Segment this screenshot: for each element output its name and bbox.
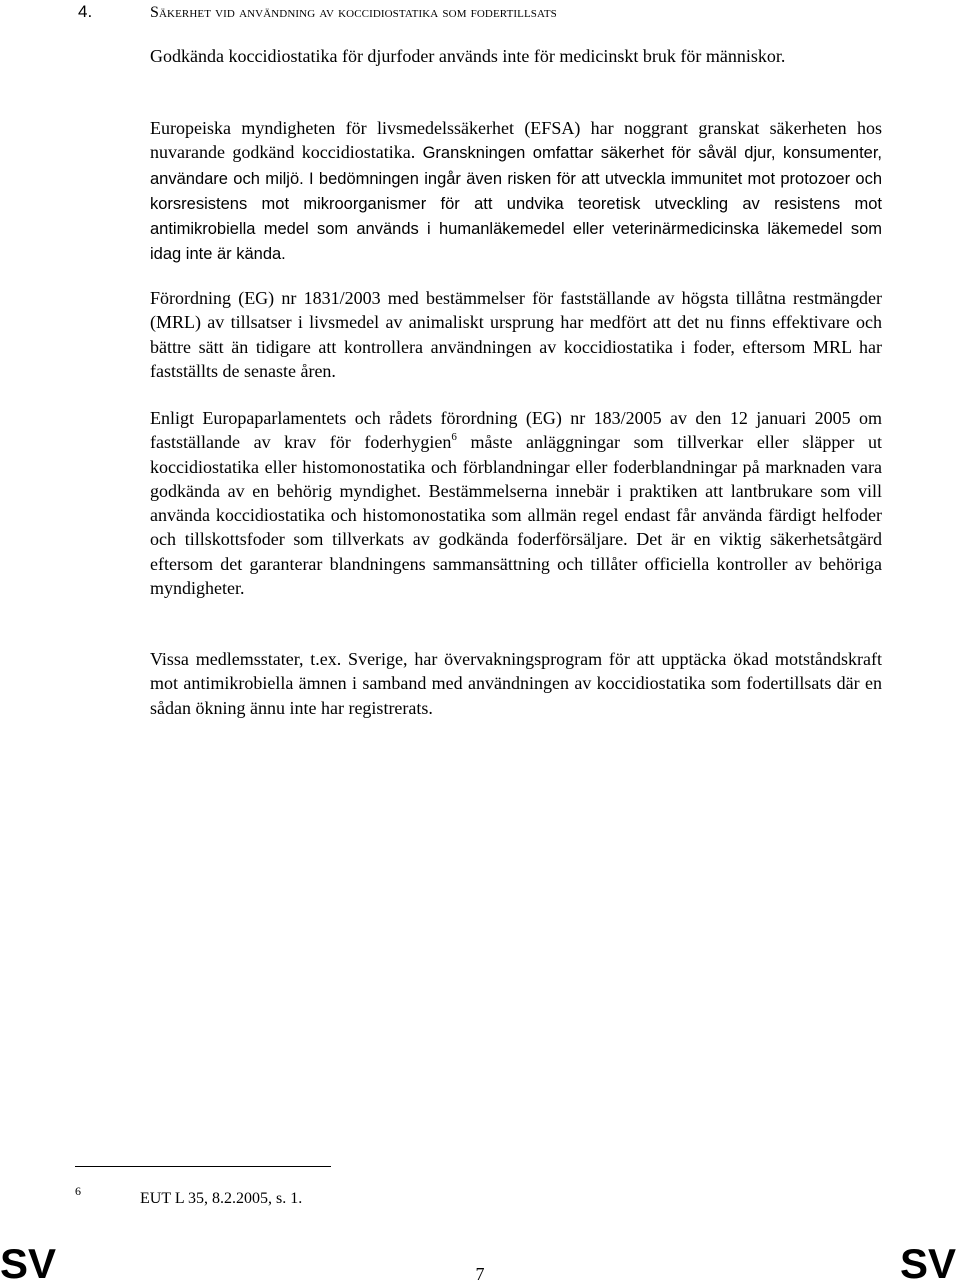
language-code-right: SV bbox=[899, 1240, 956, 1287]
paragraph-5-text: Vissa medlemsstater, t.ex. Sverige, har övervakningsprogram för att upptäcka ökad motståndskraft mot antimikrobiella ämnen i samband med användningen av koccidiostatika som fodertillsats där en sådan ökning ännu inte har registrerats. bbox=[150, 649, 882, 718]
page-number: 7 bbox=[475, 1264, 485, 1284]
section-number: 4. bbox=[78, 2, 93, 21]
paragraph-3-text: Förordning (EG) nr 1831/2003 med bestämmelser för fastställande av högsta tillåtna restmängder (MRL) av tillsatser i livsmedel av animaliskt ursprung har medfört att det nu finns effektivare och bättre sätt än tidigare att kontrollera användningen av koccidiostatika i foder, eftersom MRL har fastställts de senaste åren. bbox=[150, 288, 882, 381]
footnote-text: EUT L 35, 8.2.2005, s. 1. bbox=[140, 1190, 303, 1207]
paragraph-4 bbox=[150, 406, 882, 600]
paragraph-4-text-after: måste anläggningar som tillverkar eller släpper ut koccidiostatika eller histomonostatika och förblandningar eller foderblandningar på marknaden vara godkända av en behörig myndighet. Bestämmelserna innebär i praktiken att lantbrukare som vill använda koccidiostatika och histomonostatika som allmän regel endast får använda färdigt helfoder och tillskottsfoder som tillverkats av godkända foderförsäljare. Det är en viktig säkerhetsåtgärd eftersom det garanterar blandningens sammansättning och tillåter officiella kontroller av behöriga myndigheter. bbox=[150, 432, 882, 599]
paragraph-1-text: Godkända koccidiostatika för djurfoder används inte för medicinskt bruk för människor. bbox=[150, 46, 786, 66]
paragraph-2-serif-text: Europeiska myndigheten för livsmedelssäkerhet (EFSA) har noggrant granskat säkerheten hos nuvarande godkänd koccidiostatika. bbox=[150, 118, 882, 163]
paragraph-3 bbox=[150, 286, 882, 383]
footnote-reference: 6 bbox=[451, 431, 457, 444]
paragraph-2-sans-text: Granskningen omfattar säkerhet för såväl djur, konsumenter, användare och miljö. I bedömningen ingår även risken för att utveckla immunitet mot protozoer och korsresistens mot mikroorganismer för att undvika teoretisk utveckling av resistens mot antimikrobiella medel som används i humanläkemedel eller veterinärmedicinska läkemedel som idag inte är kända. bbox=[150, 144, 882, 264]
footnote-mark: 6 bbox=[75, 1184, 81, 1198]
footnote-separator bbox=[75, 1166, 331, 1167]
paragraph-2 bbox=[150, 116, 882, 267]
paragraph-4-text-before: Enligt Europaparlamentets och rådets förordning (EG) nr 183/2005 av den 12 januari 2005 om fastställande av krav för foderhygien bbox=[150, 408, 882, 453]
paragraph-5 bbox=[150, 647, 882, 720]
language-code-left: SV bbox=[0, 1240, 57, 1287]
section-title: Säkerhet vid användning av koccidiostatika som fodertillsats bbox=[150, 4, 557, 21]
paragraph-1 bbox=[150, 44, 882, 68]
